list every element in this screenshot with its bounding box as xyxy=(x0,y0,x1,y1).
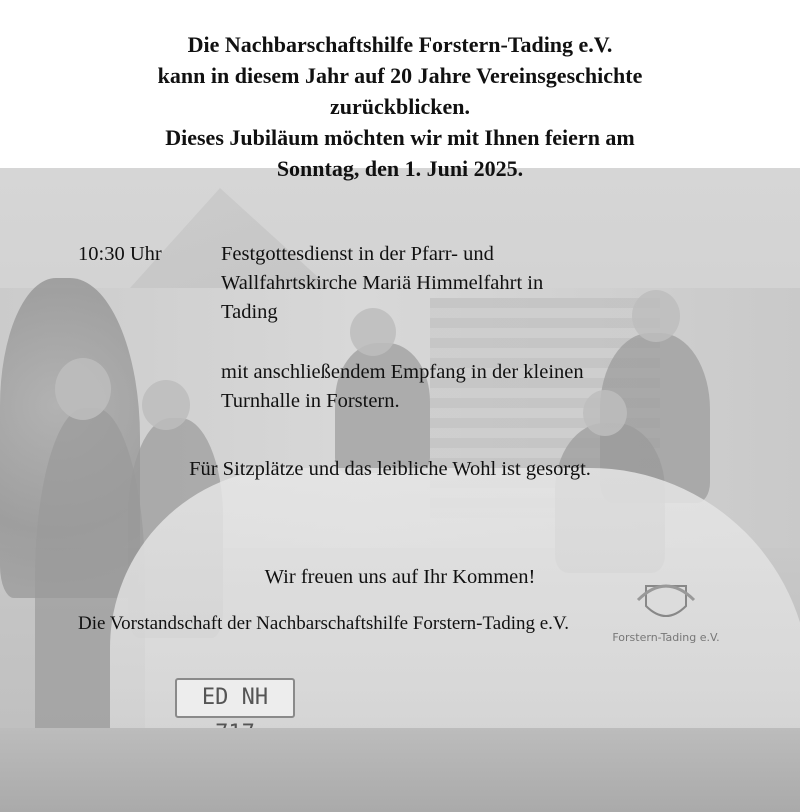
event-time: 10:30 Uhr xyxy=(78,243,162,265)
headline-line: Sonntag, den 1. Juni 2025. xyxy=(276,156,524,181)
event-line: Wallfahrtskirche Mariä Himmelfahrt in xyxy=(221,272,544,294)
headline-line: Dieses Jubiläum möchten wir mit Ihnen feiern am xyxy=(165,125,635,150)
headline-line: zurückblicken. xyxy=(330,94,470,119)
reception-description xyxy=(221,358,721,416)
license-plate: ED NH xyxy=(175,678,295,718)
vehicle-lettering: Forstern-Tading e.V. xyxy=(612,631,720,644)
reception-line: mit anschließendem Empfang in der kleinen xyxy=(221,361,584,383)
welcome-message: Wir freuen uns auf Ihr Kommen! xyxy=(264,566,536,588)
reception-line: Turnhalle in Forstern. xyxy=(221,390,400,412)
signature: Die Vorstandschaft der Nachbarschaftshilfe Forstern-Tading e.V. xyxy=(78,613,569,634)
headline xyxy=(0,29,800,184)
seating-note: Für Sitzplätze und das leibliche Wohl ist gesorgt. xyxy=(189,458,591,480)
event-line: Festgottesdienst in der Pfarr- und xyxy=(221,243,494,265)
event-line: Tading xyxy=(221,301,278,323)
headline-line: Die Nachbarschaftshilfe Forstern-Tading e.V. xyxy=(187,32,613,57)
headline-line: kann in diesem Jahr auf 20 Jahre Vereinsgeschichte xyxy=(157,63,643,88)
event-description xyxy=(221,240,671,327)
